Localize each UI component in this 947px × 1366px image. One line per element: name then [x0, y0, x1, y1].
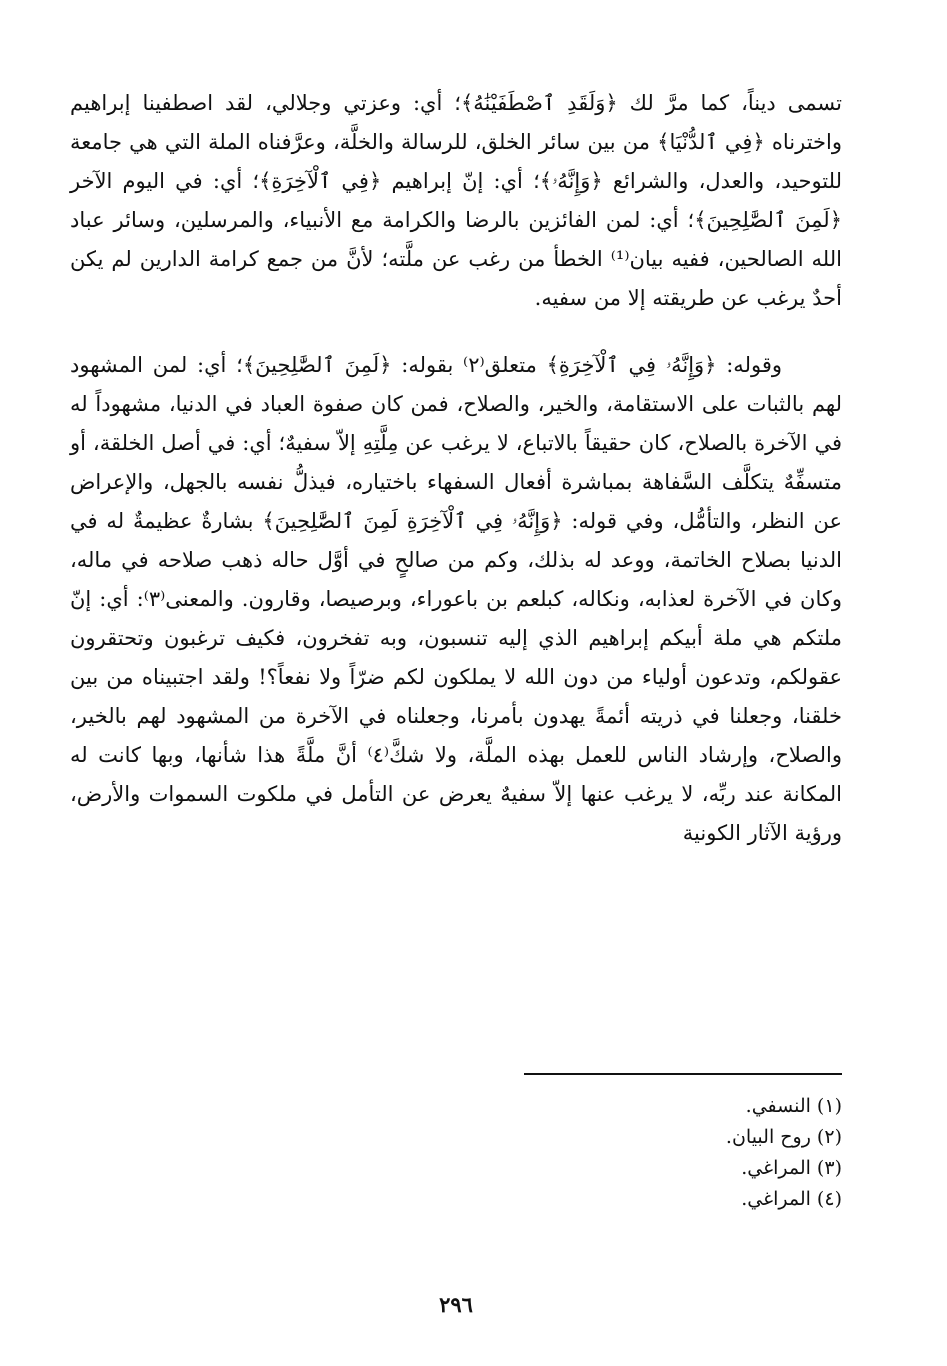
footnote-4: (٤) المراغي. — [741, 1188, 842, 1210]
footnotes — [422, 1091, 842, 1215]
footnote-3: (٣) المراغي. — [741, 1157, 842, 1179]
paragraph-1: تسمى ديناً، كما مرَّ لك ﴿وَلَقَدِ ٱصْطَفَيْنَٰهُ﴾؛ أي: وعزتي وجلالي، لقد اصطفينا إبراهيم واخترناه ﴿فِي ٱلدُّنْيَا﴾ من بين سائر الخلق، للرسالة والخلَّة، وعرَّفناه الملة التي هي جامعة للتوحيد، والعدل، والشرائع ﴿وَإِنَّهُۥ﴾؛ أي: إنّ إبراهيم ﴿فِي ٱلْآخِرَةِ﴾؛ أي: في اليوم الآخر ﴿لَمِنَ ٱلصَّٰلِحِينَ﴾؛ أي: لمن الفائزين بالرضا والكرامة مع الأنبياء، والمرسلين، وسائر عباد الله الصالحين، ففيه بيان⁽¹⁾ الخطأ من رغب عن ملَّته؛ لأنَّ من جمع كرامة الدارين لم يكن أحدٌ يرغب عن طريقته إلا من سفيه. — [70, 91, 842, 310]
footnote-1: (١) النسفي. — [745, 1095, 842, 1117]
footnote-2: (٢) روح البيان. — [725, 1126, 842, 1148]
paragraph-2: وقوله: ﴿وَإِنَّهُۥ فِي ٱلْآخِرَةِ﴾ متعلق⁽٢⁾ بقوله: ﴿لَمِنَ ٱلصَّٰلِحِينَ﴾؛ أي: لمن المشهود لهم بالثبات على الاستقامة، والخير، والصلاح، فمن كان صفوة العباد في الدنيا، مشهوداً له في الآخرة بالصلاح، كان حقيقاً بالاتباع، لا يرغب عن مِلَّتِهِ إلاّ سفيهٌ؛ أي: في أصل الخلقة، أو متسفِّهٌ يتكلَّف السَّفاهة بمباشرة أفعال السفهاء باختياره، فيذلُّ نفسه بالجهل، والإعراض عن النظر، والتأمُّل، وفي قوله: ﴿وَإِنَّهُۥ فِي ٱلْآخِرَةِ لَمِنَ ٱلصَّٰلِحِينَ﴾ بشارةٌ عظيمةٌ له في الدنيا بصلاح الخاتمة، ووعد له بذلك، وكم من صالحٍ في أوَّل حاله ذهب صلاحه في ماله، وكان في الآخرة لعذابه، ونكاله، كبلعم بن باعوراء، وبرصيصا، وقارون. والمعنى⁽٣⁾: أي: إنّ ملتكم هي ملة أبيكم إبراهيم الذي إليه تنسبون، وبه تفخرون، فكيف ترغبون وتحتقرون عقولكم، وتدعون أولياء من دون الله لا يملكون لكم ضرّاً ولا نفعاً؟! ولقد اجتبيناه من بين خلقنا، وجعلنا في ذريته أئمةً يهدون بأمرنا، وجعلناه في الآخرة من المشهود لهم بالخير، والصلاح، وإرشاد الناس للعمل بهذه الملَّة، ولا شكَّ⁽٤⁾ أنَّ ملَّةً هذا شأنها، وبها كانت له المكانة عند ربِّه، لا يرغب عنها إلاّ سفيهٌ يعرض عن التأمل في ملكوت السموات والأرض، ورؤية الآثار الكونية — [70, 353, 843, 845]
book-page — [70, 84, 843, 1317]
footnote-separator — [524, 1073, 842, 1075]
page-number: ٢٩٦ — [439, 1292, 473, 1317]
